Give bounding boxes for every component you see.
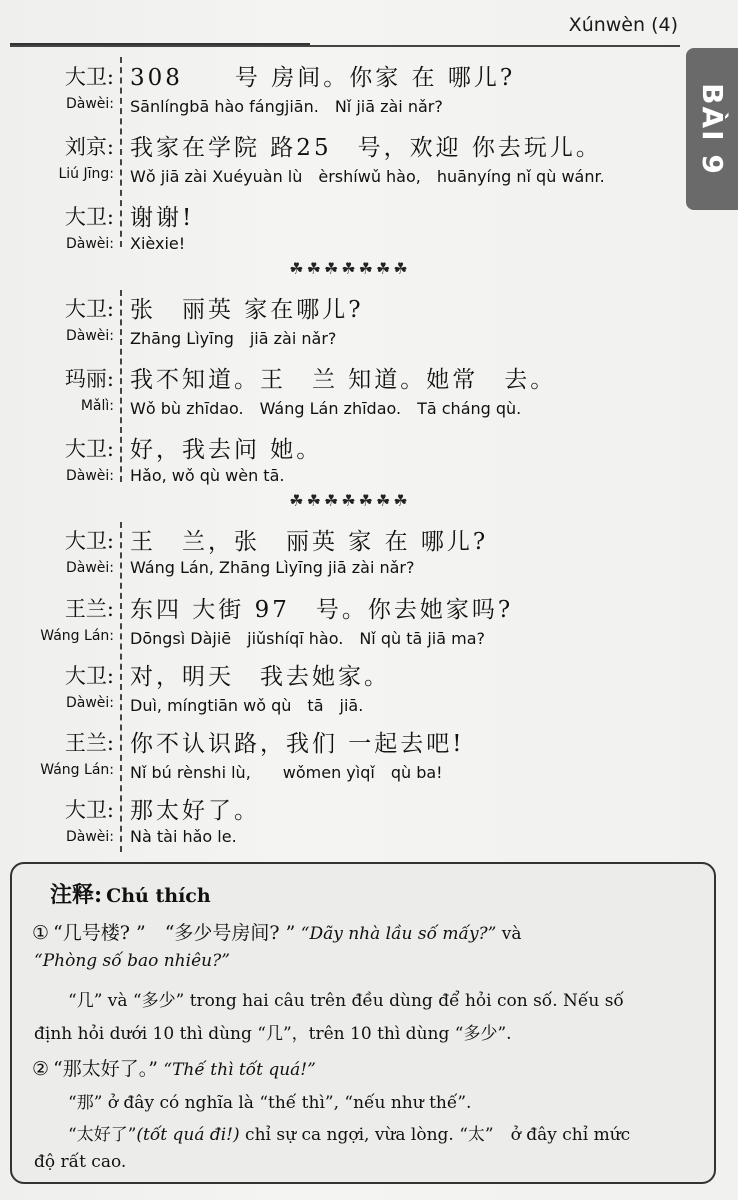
speaker-pinyin: Wáng Lán: (40, 628, 114, 644)
line-hanzi: 那太好了。 (130, 798, 260, 824)
lesson-tab-label: BÀI 9 (695, 82, 729, 176)
line-pinyin: Wáng Lán, Zhāng Lìyīng jiā zài nǎr? (130, 558, 415, 577)
speaker-hanzi: 大卫: (64, 205, 114, 229)
notes-box (10, 862, 716, 1184)
speaker-hanzi: 大卫: (64, 65, 114, 89)
dialogue-divider (120, 57, 122, 247)
speaker-pinyin: Wáng Lán: (40, 762, 114, 778)
line-pinyin: Wǒ bù zhīdao. Wáng Lán zhīdao. Tā cháng qù. (130, 399, 522, 418)
note-2-explanation: chỉ sự ca ngợi, vừa lòng. “太” ở đây chỉ mức (239, 1125, 631, 1145)
speaker-pinyin: Dàwèi: (65, 328, 114, 344)
line-pinyin: Wǒ jiā zài Xuéyuàn lù èrshíwǔ hào, huānyíng nǐ qù wánr. (130, 167, 605, 186)
speaker-pinyin: Dàwèi: (65, 695, 114, 711)
line-pinyin: Duì, míngtiān wǒ qù tā jiā. (130, 696, 364, 715)
section-separator: ☘☘☘☘☘☘☘ (289, 491, 411, 510)
note-2-term-gloss: (tốt quá đi!) (136, 1125, 240, 1145)
line-pinyin: Nà tài hǎo le. (130, 827, 237, 846)
note-2-heading (32, 1054, 316, 1081)
lesson-tab (686, 48, 738, 210)
section-separator: ☘☘☘☘☘☘☘ (289, 259, 411, 278)
line-hanzi: 东四 大街 97 号。你去她家吗? (130, 597, 514, 623)
note-1-paragraph: định hỏi dưới 10 thì dùng “几”，trên 10 thì dùng “多少”. (34, 1024, 512, 1044)
notes-title (50, 878, 211, 909)
line-hanzi: 308 号 房间。你家 在 哪儿? (130, 65, 516, 91)
note-2-term: “太好了” (68, 1125, 137, 1145)
line-pinyin: Sānlíngbā hào fángjiān. Nǐ jiā zài nǎr? (130, 97, 443, 116)
page-header-title: Xúnwèn (4) (568, 14, 678, 36)
speaker-hanzi: 大卫: (64, 297, 114, 321)
note-2-translation: “Thế thì tốt quá!” (163, 1060, 316, 1080)
note-1-translation-b: “Phòng số bao nhiêu?” (34, 951, 230, 971)
speaker-hanzi: 大卫: (64, 798, 114, 822)
speaker-hanzi: 玛丽: (64, 367, 114, 391)
note-1-translation-a: “Dãy nhà lầu số mấy?” (300, 924, 497, 944)
speaker-pinyin: Dàwèi: (65, 829, 114, 845)
dialogue-divider (120, 522, 122, 852)
speaker-pinyin: Mǎlì: (80, 398, 114, 414)
speaker-pinyin: Dàwèi: (65, 560, 114, 576)
dialogue-divider (120, 290, 122, 482)
line-hanzi: 你不认识路，我们 一起去吧! (130, 731, 465, 757)
note-2-paragraph (68, 1120, 630, 1145)
speaker-pinyin: Dàwèi: (65, 236, 114, 252)
notes-title-hanzi: 注释: (50, 882, 103, 908)
speaker-pinyin: Dàwèi: (65, 468, 114, 484)
line-pinyin: Hǎo, wǒ qù wèn tā. (130, 466, 285, 485)
note-2-paragraph: “那” ở đây có nghĩa là “thế thì”, “nếu như thế”. (68, 1093, 472, 1113)
note-2-hanzi: “那太好了。” (53, 1058, 158, 1080)
line-hanzi: 好，我去问 她。 (130, 437, 323, 463)
note-2-number: ② (32, 1058, 50, 1080)
line-pinyin: Xièxie! (130, 234, 186, 253)
speaker-pinyin: Liú Jīng: (58, 166, 114, 182)
speaker-pinyin: Dàwèi: (65, 96, 114, 112)
note-1-number: ① (32, 922, 50, 944)
speaker-hanzi: 刘京: (64, 135, 114, 159)
speaker-hanzi: 大卫: (64, 529, 114, 553)
note-1-paragraph: “几” và “多少” trong hai câu trên đều dùng để hỏi con số. Nếu số (68, 991, 624, 1011)
speaker-hanzi: 王兰: (64, 597, 114, 621)
note-1-conjunction: và (496, 924, 522, 944)
line-hanzi: 王 兰，张 丽英 家 在 哪儿? (130, 529, 489, 555)
notes-title-vietnamese: Chú thích (106, 885, 211, 907)
note-1-hanzi: “几号楼? ” “多少号房间? ” (53, 922, 296, 944)
line-hanzi: 张 丽英 家在哪儿? (130, 297, 364, 323)
speaker-hanzi: 王兰: (64, 731, 114, 755)
note-1-heading (32, 918, 522, 945)
speaker-hanzi: 大卫: (64, 437, 114, 461)
line-pinyin: Nǐ bú rènshi lù, wǒmen yìqǐ qù ba! (130, 763, 443, 782)
line-hanzi: 我不知道。王 兰 知道。她常 去。 (130, 367, 557, 393)
line-hanzi: 谢谢! (130, 205, 195, 231)
note-2-paragraph: độ rất cao. (34, 1152, 127, 1172)
header-rule (10, 45, 680, 47)
speaker-hanzi: 大卫: (64, 664, 114, 688)
line-pinyin: Dōngsì Dàjiē jiǔshíqī hào. Nǐ qù tā jiā ma? (130, 629, 486, 648)
line-hanzi: 对，明天 我去她家。 (130, 664, 390, 690)
note-1-heading-cont (34, 951, 230, 971)
line-hanzi: 我家在学院 路25 号，欢迎 你去玩儿。 (130, 135, 602, 161)
line-pinyin: Zhāng Lìyīng jiā zài nǎr? (130, 329, 337, 348)
